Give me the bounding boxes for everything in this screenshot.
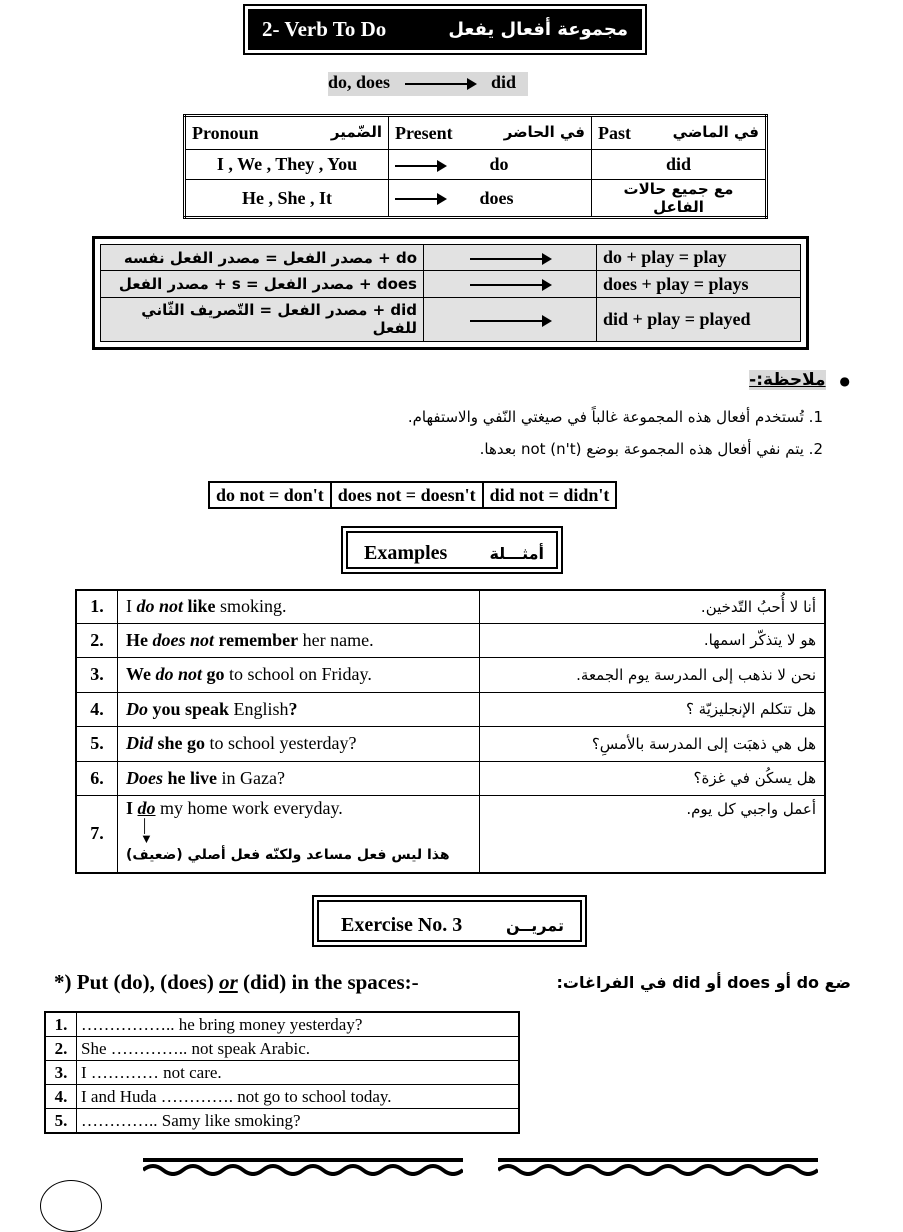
exercise-title-ar: تمريــن — [505, 916, 564, 935]
rule-arrow — [424, 271, 597, 297]
header-present: Present في الحاضر — [389, 116, 592, 150]
example-ar: هل هي ذهبَت إلى المدرسة بالأمسِ؟ — [480, 726, 826, 761]
pronouns-plural: I , We , They , You — [185, 150, 389, 180]
title-ar: مجموعة أفعال يفعل — [448, 19, 628, 40]
negation-did: did not = didn't — [483, 482, 617, 508]
example-en: Did she go to school yesterday? — [118, 726, 480, 761]
exercise-item: She ………….. not speak Arabic. — [77, 1037, 520, 1061]
table-row: 2. He does not remember her name. هو لا يتذكّر اسمها. — [76, 623, 825, 657]
arrow-icon — [470, 320, 550, 322]
past-note: مع جميع حالات الفاعل — [592, 180, 767, 218]
forms-line — [328, 72, 528, 96]
example-ar: أعمل واجبي كل يوم. — [480, 795, 826, 873]
arrow-icon — [470, 258, 550, 260]
header-pronoun: Pronoun الضّمير — [185, 116, 389, 150]
table-row: 4. I and Huda …………. not go to school today. — [45, 1085, 519, 1109]
title-en: 2- Verb To Do — [262, 17, 387, 41]
wave-divider-right — [498, 1158, 818, 1176]
example-ar: هل يسكُن في غزة؟ — [480, 761, 826, 795]
page-number-circle — [40, 1180, 102, 1232]
rule-arrow — [424, 297, 597, 341]
rule-left: do + مصدر الفعل = مصدر الفعل نفسه — [101, 245, 424, 271]
title-box — [243, 4, 647, 55]
pronouns-singular: He , She , It — [185, 180, 389, 218]
arrow-icon — [470, 284, 550, 286]
note-line-1: 1. تُستخدم أفعال هذه المجموعة غالباً في صيغتي النّفي والاستفهام. — [407, 408, 823, 426]
wave-divider-left — [143, 1158, 463, 1176]
rule-right: did + play = played — [597, 297, 801, 341]
table-row: 5. Did she go to school yesterday? هل هي ذهبَت إلى المدرسة بالأمسِ؟ — [76, 726, 825, 761]
table-row: 1. I do not like smoking. أنا لا أُحبُ التّدخين. — [76, 590, 825, 623]
negation-do: do not = don't — [209, 482, 331, 508]
table-row: 6. Does he live in Gaza? هل يسكُن في غزة؟ — [76, 761, 825, 795]
arrow-icon — [405, 83, 475, 85]
arrow-icon — [395, 165, 445, 167]
rule-table — [100, 244, 801, 342]
instruction-en: *) Put (do), (does) or (did) in the spaces:- — [54, 970, 419, 994]
rule-right: do + play = play — [597, 245, 801, 271]
table-row: 3. We do not go to school on Friday. نحن لا نذهب إلى المدرسة يوم الجمعة. — [76, 657, 825, 692]
arrow-down-icon: │ ▼ — [140, 817, 153, 846]
present-does: does — [389, 180, 592, 218]
table-row: 1. …………….. he bring money yesterday? — [45, 1012, 519, 1037]
table-row: 7. I do my home work everyday. │ ▼ هذا ليس فعل مساعد ولكنّه فعل أصلي (ضعيف) أعمل واجبي كل يوم. — [76, 795, 825, 873]
example-en: I do my home work everyday. │ ▼ هذا ليس فعل مساعد ولكنّه فعل أصلي (ضعيف) — [118, 795, 480, 873]
bullet-icon: ● — [839, 374, 850, 388]
example-en: He does not remember her name. — [118, 623, 480, 657]
note-title: ● ملاحظة:- — [749, 370, 850, 390]
rule-right: does + play = plays — [597, 271, 801, 297]
example-en: Does he live in Gaza? — [118, 761, 480, 795]
table-row: 3. I ………… not care. — [45, 1061, 519, 1085]
forms-past: did — [491, 72, 517, 92]
exercise-table — [44, 1011, 520, 1134]
example-ar: هو لا يتذكّر اسمها. — [480, 623, 826, 657]
example-ar: أنا لا أُحبُ التّدخين. — [480, 590, 826, 623]
instruction-ar: ضع do أو does أو did في الفراغات: — [556, 973, 851, 992]
exercise-title-en: Exercise No. 3 — [341, 914, 463, 936]
example-en: Do you speak English? — [118, 692, 480, 726]
exercise-item: I ………… not care. — [77, 1061, 520, 1085]
pronoun-table — [183, 114, 768, 219]
example-note: هذا ليس فعل مساعد ولكنّه فعل أصلي (ضعيف) — [126, 846, 450, 863]
table-row: 4. Do you speak English? هل تتكلم الإنجليزيّة ؟ — [76, 692, 825, 726]
examples-header — [341, 526, 563, 574]
exercise-item: ………….. Samy like smoking? — [77, 1109, 520, 1134]
examples-title-en: Examples — [364, 542, 448, 564]
exercise-item: …………….. he bring money yesterday? — [77, 1012, 520, 1037]
negation-does: does not = doesn't — [331, 482, 483, 508]
arrow-icon — [395, 198, 445, 200]
forms-present: do, does — [328, 72, 391, 92]
table-row: 2. She ………….. not speak Arabic. — [45, 1037, 519, 1061]
example-ar: نحن لا نذهب إلى المدرسة يوم الجمعة. — [480, 657, 826, 692]
table-row: 5. ………….. Samy like smoking? — [45, 1109, 519, 1134]
exercise-header — [312, 895, 587, 947]
examples-table — [75, 589, 826, 874]
negation-table — [208, 481, 617, 509]
rule-table-frame — [92, 236, 809, 350]
exercise-item: I and Huda …………. not go to school today. — [77, 1085, 520, 1109]
present-do: do — [389, 150, 592, 180]
example-ar: هل تتكلم الإنجليزيّة ؟ — [480, 692, 826, 726]
note-line-2: 2. يتم نفي أفعال هذه المجموعة بوضع not (n't) بعدها. — [479, 440, 823, 458]
rule-left: did + مصدر الفعل = التّصريف الثّاني للفعل — [101, 297, 424, 341]
example-en: I do not like smoking. — [118, 590, 480, 623]
examples-title-ar: أمثـــلة — [489, 544, 544, 563]
past-did: did — [592, 150, 767, 180]
rule-left: does + مصدر الفعل = s + مصدر الفعل — [101, 271, 424, 297]
header-past: Past في الماضي — [592, 116, 767, 150]
rule-arrow — [424, 245, 597, 271]
example-en: We do not go to school on Friday. — [118, 657, 480, 692]
